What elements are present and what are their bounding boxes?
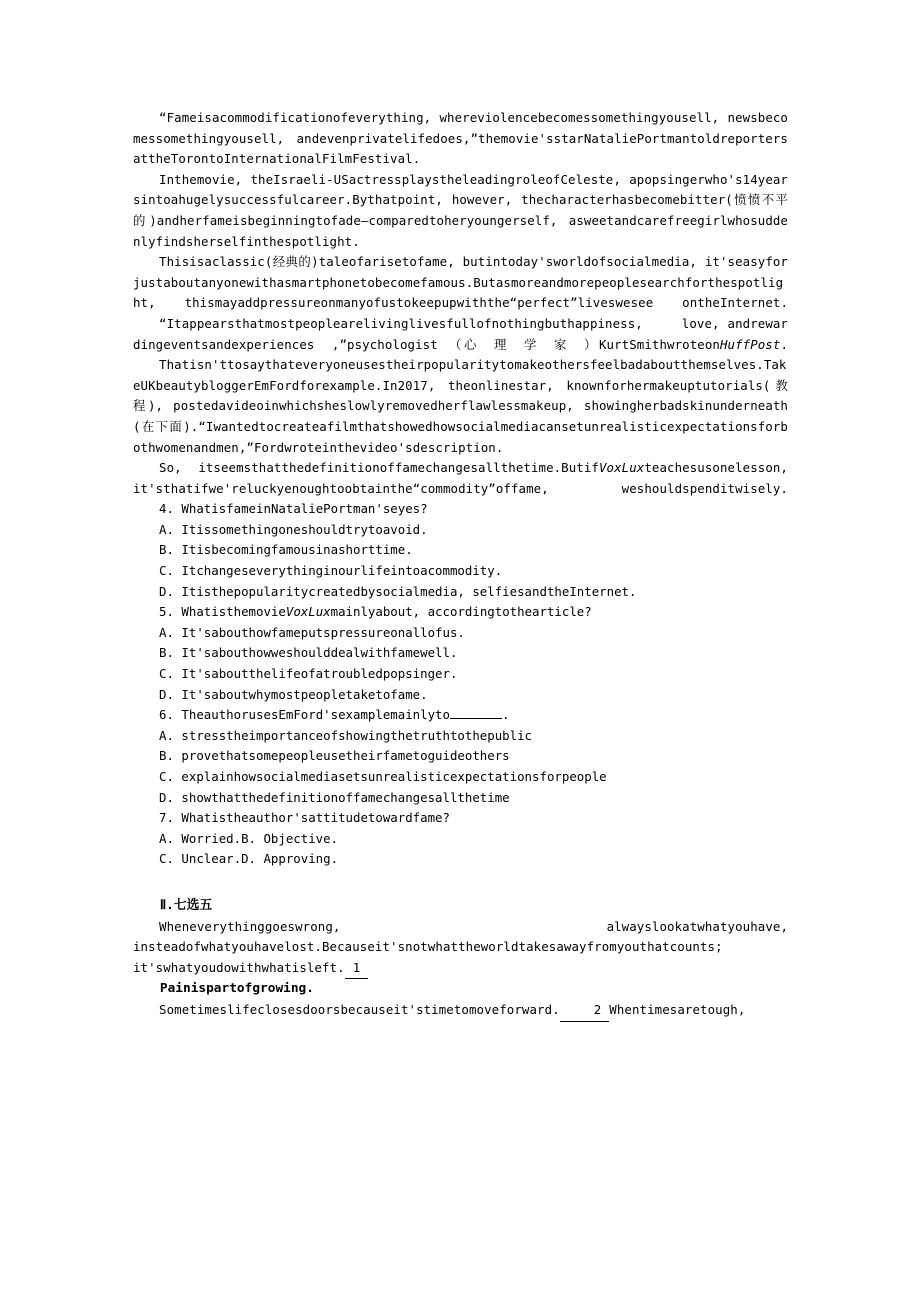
question-7-option-cd[interactable]: C. Unclear.D. Approving. xyxy=(159,851,339,867)
question-4-option-d[interactable]: D. Itisthepopularitycreatedbysocialmedia, selfiesandtheInternet. xyxy=(159,583,637,599)
section-2-blank-2[interactable]: 2 xyxy=(560,1000,610,1022)
section-2-subheading: Painispartofgrowing. xyxy=(159,981,314,997)
section-2-blank-1[interactable]: 1 xyxy=(345,958,369,980)
question-4-stem xyxy=(133,499,788,520)
paragraph-3: Thisisaclassic(经典的)taleofarisetofame, butintoday'sworldofsocialmedia, it'seasyforjustaboutanyonewithasmartphonetobecomefamous.Butasmoreandmorepeoplesearchforthespotlight, thismayaddpressureonmanyofustokeepupwiththe“perfect”liveswesee ontheInternet. xyxy=(133,254,788,311)
section-2-body-post: Whentimesaretough, xyxy=(609,1001,746,1017)
paragraph-4-text: “Itappearsthatmostpeoplearelivinglivesfullofnothingbuthappiness, love, andrewardingeventsandexperiences ,”psychologist （心 理 学 家 ）KurtSmithwroteon xyxy=(133,315,788,352)
question-5-option-a[interactable]: A. It'sabouthowfameputspressureonallofus. xyxy=(159,624,465,640)
question-4-option-b[interactable]: B. Itisbecomingfamousinashorttime. xyxy=(159,542,413,558)
paragraph-4-italic-title: HuffPost xyxy=(719,336,781,352)
section-spacer xyxy=(133,870,788,896)
question-4-option-c[interactable]: C. Itchangeseverythinginourlifeintoacommodity. xyxy=(159,563,503,579)
question-5-option-d[interactable]: D. It'saboutwhymostpeopletaketofame. xyxy=(159,686,428,702)
question-6-option-c[interactable]: C. explainhowsocialmediasetsunrealisticexpectationsforpeople xyxy=(159,769,607,784)
paragraph-6-part2: teachesusonelesson, it'sthatifwe'reluckyenoughtoobtainthe“commodity”offame, weshouldspenditwisely. xyxy=(133,460,788,496)
question-6-answer-blank[interactable] xyxy=(450,718,502,719)
paragraph-4-period: . xyxy=(780,336,788,352)
section-2-intro-a: Wheneverythinggoeswrong, xyxy=(159,918,341,934)
section-2-intro-gap xyxy=(340,919,606,934)
paragraph-2: Inthemovie, theIsraeli-USactressplaystheleadingroleofCeleste, apopsingerwho's14yearsintoahugelysuccessfulcareer.Bythatpoint, however, thecharacterhasbecomebitter(愤愤不平的)andherfameisbeginningtofade—comparedtoheryoungerself, asweetandcarefreegirlwhosuddenlyfindsherselfinthespotlight. xyxy=(133,171,788,249)
question-6-option-b[interactable]: B. provethatsomepeopleusetheirfametoguideothers xyxy=(159,748,510,764)
question-5-stem xyxy=(133,602,788,623)
question-5-italic-title: VoxLux xyxy=(285,604,331,620)
paragraph-6 xyxy=(133,458,788,499)
question-4-number: 4. xyxy=(159,501,174,517)
question-4-text: WhatisfameinNataliePortman'seyes? xyxy=(181,501,428,517)
paragraph-6-italic-title: VoxLux xyxy=(599,460,645,476)
question-6-number: 6. xyxy=(159,707,174,723)
question-7-number: 7. xyxy=(159,810,174,826)
section-2-intro-line3 xyxy=(133,958,788,980)
question-7-option-ab[interactable]: A. Worried.B. Objective. xyxy=(159,830,339,846)
question-7-text: Whatistheauthor'sattitudetowardfame? xyxy=(181,810,450,826)
section-2-intro xyxy=(133,917,788,938)
question-6-option-d[interactable]: D. showthatthedefinitionoffamechangesallthetime xyxy=(159,789,510,805)
question-7-stem xyxy=(133,808,788,829)
paragraph-6-part1: So, itseemsthatthedefinitionoffamechangesallthetime.Butif xyxy=(159,460,599,476)
question-5-text-post: mainlyabout, accordingtothearticle? xyxy=(330,604,592,620)
question-4-option-a[interactable]: A. Itissomethingoneshouldtrytoavoid. xyxy=(159,521,428,537)
section-2-body xyxy=(133,1000,788,1022)
question-6-option-a[interactable]: A. stresstheimportanceofshowingthetruthtothepublic xyxy=(159,727,533,743)
paragraph-5: Thatisn'ttosaythateveryoneusestheirpopularitytomakeothersfeelbadaboutthemselves.TakeUKbeautybloggerEmFordforexample.In2017, theonlinestar, knownforhermakeuptutorials(教程), postedavideoinwhichsheslowlyremovedherflawlessmakeup, showingherbadskinunderneath(在下面).“Iwantedtocreateafilmthatshowedhowsocialmediacansetunrealisticexpectationsforbothwomenandmen,”Fordwroteinthevideo'sdescription. xyxy=(133,357,788,455)
question-5-number: 5. xyxy=(159,604,174,620)
question-6-text: TheauthorusesEmFord'sexamplemainlyto xyxy=(181,707,450,723)
section-2-intro-d: it'swhatyoudowithwhatisleft. xyxy=(133,959,345,975)
section-2-intro-line2: insteadofwhatyouhavelost.Becauseit'snotwhattheworldtakesawayfromyouthatcounts; xyxy=(133,939,723,955)
section-2-intro-b: alwayslookatwhatyouhave, xyxy=(606,918,788,934)
document-content xyxy=(133,108,788,1022)
paragraph-4 xyxy=(133,314,788,355)
question-6-stem: 6. TheauthorusesEmFord'sexamplemainlyto . xyxy=(159,707,510,723)
question-5-option-b[interactable]: B. It'sabouthowweshoulddealwithfamewell. xyxy=(159,645,458,661)
paragraph-1: “Fameisacommodificationofeverything, whereviolencebecomessomethingyousell, newsbecomessomethingyousell, andevenprivatelifedoes,”themovie'sstarNataliePortmantoldreportersattheTorontoInternationalFilmFestival. xyxy=(133,110,788,167)
question-5-option-c[interactable]: C. It'saboutthelifeofatroubledpopsinger. xyxy=(159,666,458,682)
question-5-text-pre: Whatisthemovie xyxy=(181,604,286,620)
section-2-heading: Ⅱ.七选五 xyxy=(159,897,213,913)
section-2-body-pre: Sometimeslifeclosesdoorsbecauseit'stimetomoveforward. xyxy=(159,1001,560,1017)
